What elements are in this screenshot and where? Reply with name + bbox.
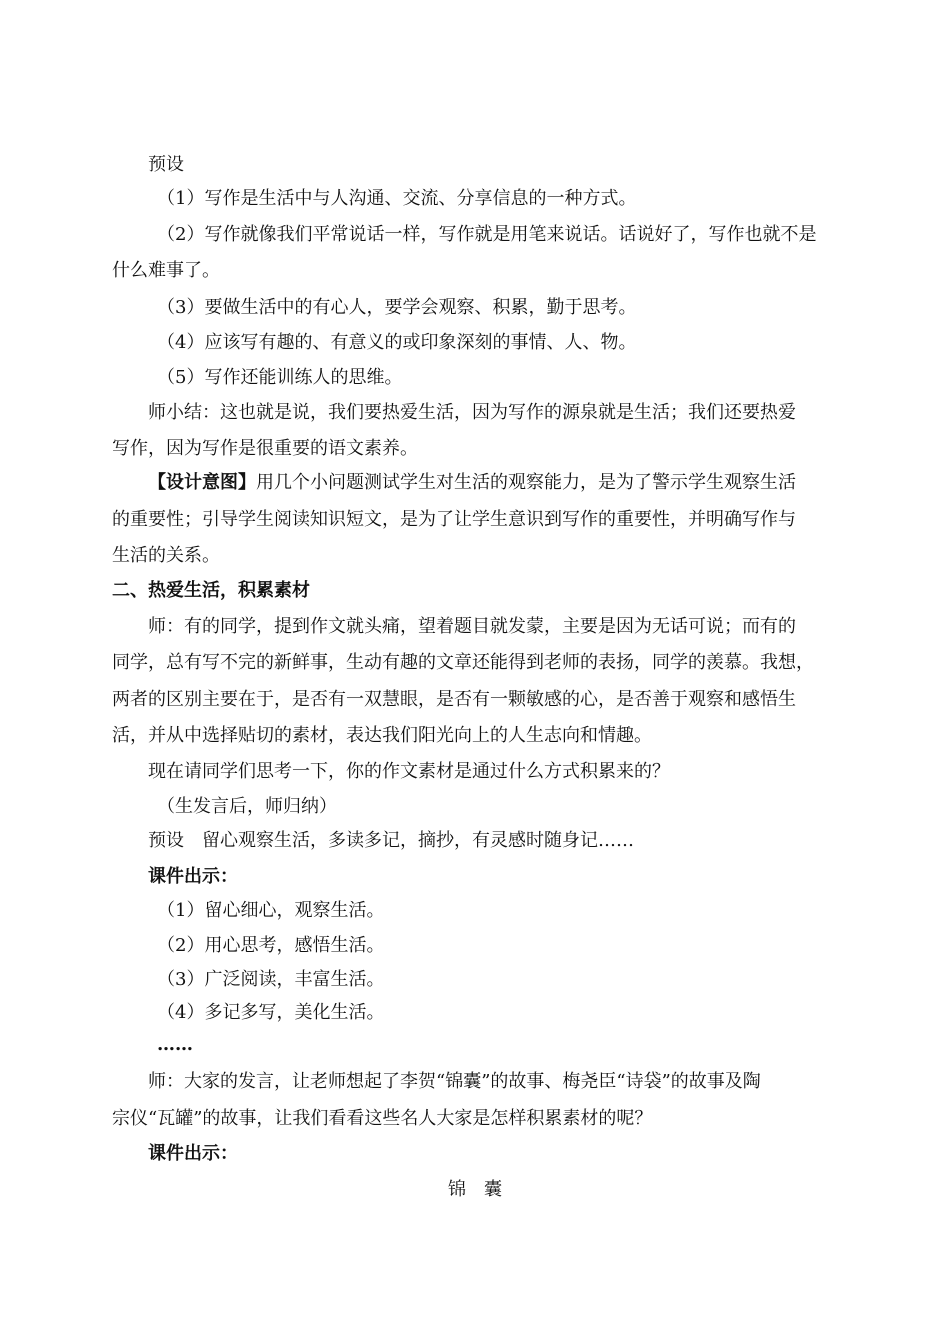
section-title: 锦 囊	[448, 1179, 502, 1200]
list-item: （3）要做生活中的有心人，要学会观察、积累，勤于思考。	[157, 297, 637, 318]
design-intent-text: 用几个小问题测试学生对生活的观察能力，是为了警示学生观察生活	[256, 472, 796, 493]
design-intent-line	[148, 471, 796, 495]
ellipsis: ……	[157, 1034, 193, 1055]
note-line: （生发言后，师归纳）	[157, 796, 337, 817]
courseware-label: 课件出示：	[148, 866, 238, 887]
question-line: 现在请同学们思考一下，你的作文素材是通过什么方式积累来的？	[148, 761, 670, 782]
list-item: （4）应该写有趣的、有意义的或印象深刻的事情、人、物。	[157, 332, 637, 353]
yushe-line: 预设 留心观察生活，多读多记，摘抄，有灵感时随身记……	[148, 830, 634, 851]
teacher-paragraph-line: 宗仪“瓦罐”的故事，让我们看看这些名人大家是怎样积累素材的呢？	[112, 1108, 653, 1129]
teacher-paragraph-line: 活，并从中选择贴切的素材，表达我们阳光向上的人生志向和情趣。	[112, 725, 652, 746]
summary-line: 师小结：这也就是说，我们要热爱生活，因为写作的源泉就是生活；我们还要热爱	[148, 402, 796, 423]
list-item: （1）写作是生活中与人沟通、交流、分享信息的一种方式。	[157, 188, 637, 209]
courseware-label: 课件出示：	[148, 1143, 238, 1164]
design-intent-label: 【设计意图】	[148, 472, 256, 493]
yushe-label: 预设	[148, 154, 184, 175]
list-item: （3）广泛阅读，丰富生活。	[157, 969, 385, 990]
list-item: （5）写作还能训练人的思维。	[157, 367, 403, 388]
teacher-paragraph-line: 两者的区别主要在于，是否有一双慧眼，是否有一颗敏感的心，是否善于观察和感悟生	[112, 689, 796, 710]
list-item: （2）用心思考，感悟生活。	[157, 935, 385, 956]
design-intent-line: 的重要性；引导学生阅读知识短文，是为了让学生意识到写作的重要性，并明确写作与	[112, 509, 796, 530]
list-item: （4）多记多写，美化生活。	[157, 1002, 385, 1023]
list-item-continuation: 什么难事了。	[112, 260, 220, 281]
teacher-paragraph-line: 师：有的同学，提到作文就头痛，望着题目就发蒙，主要是因为无话可说；而有的	[148, 616, 796, 637]
section-heading: 二、热爱生活，积累素材	[112, 580, 310, 601]
teacher-paragraph-line: 师：大家的发言，让老师想起了李贺“锦囊”的故事、梅尧臣“诗袋”的故事及陶	[148, 1071, 761, 1092]
list-item: （2）写作就像我们平常说话一样，写作就是用笔来说话。话说好了，写作也就不是	[157, 224, 817, 245]
list-item: （1）留心细心，观察生活。	[157, 900, 385, 921]
design-intent-line: 生活的关系。	[112, 545, 220, 566]
teacher-paragraph-line: 同学，总有写不完的新鲜事，生动有趣的文章还能得到老师的表扬，同学的羡慕。我想，	[112, 652, 814, 673]
summary-line: 写作，因为写作是很重要的语文素养。	[112, 438, 418, 459]
